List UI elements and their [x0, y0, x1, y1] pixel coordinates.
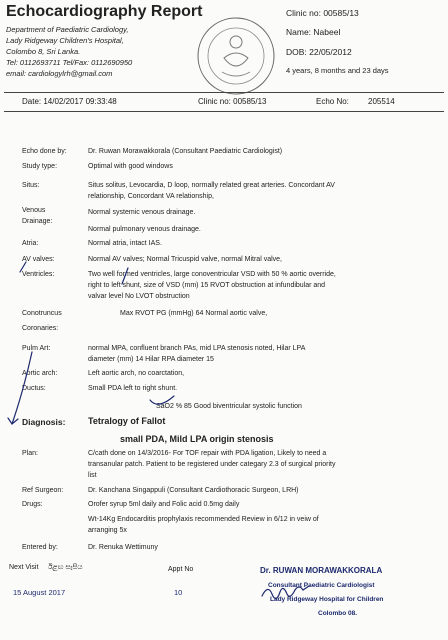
- ventricles-label: Ventricles:: [22, 271, 55, 278]
- diagnosis-line-2: small PDA, Mild LPA origin stenosis: [120, 434, 274, 444]
- coronaries-label: Coronaries:: [22, 325, 59, 332]
- venous-line-2: Normal pulmonary venous drainage.: [88, 226, 201, 233]
- echo-done-by: Dr. Ruwan Morawakkorala (Consultant Paediatric Cardiologist): [88, 148, 283, 155]
- ref-surgeon-value: Dr. Kanchana Singappuli (Consultant Cardiothoracic Surgeon, LRH): [88, 487, 299, 494]
- dept-line-3: Colombo 8, Sri Lanka.: [6, 47, 81, 56]
- dept-phone: Tel: 0112693711 Tel/Fax: 0112690950: [6, 58, 133, 67]
- hospital-logo-seal: [194, 14, 278, 98]
- drugs-line-3: arranging 5x: [88, 527, 127, 534]
- header-name: Name: Nabeel: [286, 27, 341, 37]
- meta-divider: [4, 111, 444, 112]
- echo-done-by-label: Echo done by:: [22, 148, 67, 155]
- report-date: Date: 14/02/2017 09:33:48: [22, 97, 117, 106]
- study-type-label: Study type:: [22, 163, 58, 170]
- situs-line-1: Situs solitus, Levocardia, D loop, normally related great arteries. Concordant AV: [88, 182, 335, 189]
- meta-clinic-no: Clinic no: 00585/13: [198, 97, 267, 106]
- venous-line-1: Normal systemic venous drainage.: [88, 209, 196, 216]
- atria-label: Atria:: [22, 240, 39, 247]
- plan-line-1: C/cath done on 14/3/2016- For TOF repair with PDA ligation, Likely to need a: [88, 450, 327, 457]
- report-title: Echocardiography Report: [6, 3, 203, 20]
- ventricles-line-2: right to left shunt, size of VSD (mm) 15 RVOT obstruction at infundibular and: [88, 282, 326, 289]
- sao2-value: SaO2 % 85 Good biventricular systolic function: [156, 403, 302, 410]
- aortic-arch-label: Aortic arch:: [22, 370, 58, 377]
- next-visit-date: 15 August 2017: [13, 588, 66, 597]
- venous-label-2: Drainage:: [22, 218, 53, 225]
- situs-line-2: relationship, Concordant VA relationship,: [88, 193, 214, 200]
- appt-no-value: 10: [174, 588, 183, 597]
- header-clinic-no: Clinic no: 00585/13: [286, 8, 359, 18]
- entered-by-label: Entered by:: [22, 544, 58, 551]
- plan-line-2: transanular patch. Patient to be registered under categary 2.3 of surgical priority: [88, 461, 336, 468]
- plan-line-3: list: [88, 472, 97, 479]
- doctor-stamp: [258, 566, 444, 636]
- ductus-label: Ductus:: [22, 385, 46, 392]
- dept-line-1: Department of Paediatric Cardiology,: [6, 25, 129, 34]
- diagnosis-line-1: Tetralogy of Fallot: [88, 416, 166, 426]
- entered-by-value: Dr. Renuka Wettimuny: [88, 544, 158, 551]
- drugs-label: Drugs:: [22, 501, 43, 508]
- stamp-line-2: Consultant Paediatric Cardiologist: [268, 582, 375, 589]
- drugs-line-1: Orofer syrup 5ml daily and Folic acid 0.5mg daily: [88, 501, 240, 508]
- plan-label: Plan:: [22, 450, 38, 457]
- header-dob: DOB: 22/05/2012: [286, 47, 352, 57]
- diagnosis-label: Diagnosis:: [22, 417, 66, 427]
- atria-value: Normal atria, intact IAS.: [88, 240, 162, 247]
- pulm-art-line-1: normal MPA, confluent branch PAs, mid LPA stenosis noted, Hilar LPA: [88, 345, 306, 352]
- aortic-arch-value: Left aortic arch, no coarctation,: [88, 370, 185, 377]
- stamp-line-4: Colombo 08.: [318, 610, 358, 617]
- dept-line-2: Lady Ridgeway Children's Hospital,: [6, 36, 124, 45]
- header-age: 4 years, 8 months and 23 days: [286, 66, 389, 75]
- conotruncus-label: Conotruncus: [22, 310, 62, 317]
- header-divider: [4, 92, 444, 93]
- study-type: Optimal with good windows: [88, 163, 173, 170]
- ventricles-line-3: valvar level No LVOT obstruction: [88, 293, 190, 300]
- situs-label: Situs:: [22, 182, 40, 189]
- ref-surgeon-label: Ref Surgeon:: [22, 487, 64, 494]
- next-visit-sinhala: ඊළඟ සැසිය: [48, 564, 83, 571]
- stamp-line-1: Dr. RUWAN MORAWAKKORALA: [260, 566, 383, 575]
- pulm-art-label: Pulm Art:: [22, 345, 51, 352]
- ventricles-line-1: Two well formed ventricles, large conoventricular VSD with 50 % aortic override,: [88, 271, 336, 278]
- echo-no-value: 205514: [368, 97, 395, 106]
- ductus-value: Small PDA left to right shunt.: [88, 385, 178, 392]
- appt-no-label: Appt No: [168, 566, 194, 573]
- dept-email: email: cardiologylrh@gmail.com: [6, 69, 113, 78]
- pulm-art-line-2: diameter (mm) 14 Hilar RPA diameter 15: [88, 356, 214, 363]
- av-valves-value: Normal AV valves; Normal Tricuspid valve, normal Mitral valve,: [88, 256, 282, 263]
- venous-label-1: Venous: [22, 207, 46, 214]
- conotruncus-value: Max RVOT PG (mmHg) 64 Normal aortic valve,: [120, 310, 268, 317]
- stamp-line-3: Lady Ridgeway Hospital for Children: [270, 596, 384, 603]
- av-valves-label: AV valves:: [22, 256, 55, 263]
- next-visit-label: Next Visit: [9, 564, 39, 571]
- drugs-line-2: Wt-14Kg Endocarditis prophylaxis recommended Review in 6/12 in veiw of: [88, 516, 319, 523]
- echo-no-label: Echo No:: [316, 97, 349, 106]
